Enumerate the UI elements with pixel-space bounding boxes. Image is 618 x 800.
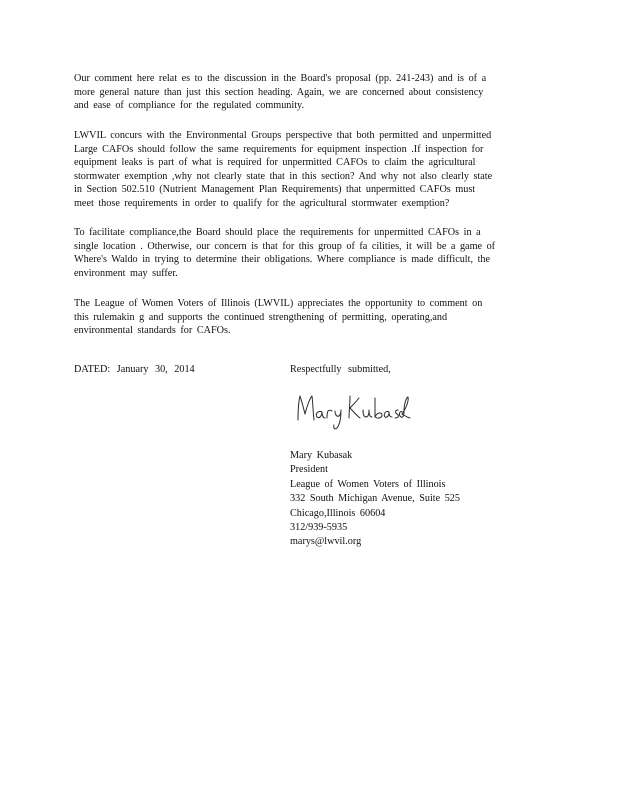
paragraph-line: this rulemakin g and supports the continued strengthening of permitting, operating,and [74, 311, 448, 323]
signer-organization: League of Women Voters of Illinois [290, 478, 446, 490]
paragraph-line: Our comment here relat es to the discussion in the Board's proposal (pp. 241-243) and is of a [74, 73, 487, 84]
paragraph-2 [74, 129, 536, 211]
signer-address-line-1: 332 South Michigan Avenue, Suite 525 [290, 493, 460, 505]
closing-line: Respectfully submitted, [290, 364, 391, 375]
signer-name: Mary Kubasak [290, 450, 353, 461]
dated-line: DATED: January 30, 2014 [74, 364, 195, 375]
paragraph-line: in Section 502.510 (Nutrient Management Plan Requirements) that unpermitted CAFOs must [74, 184, 476, 196]
paragraph-line: single location . Otherwise, our concern is that for this group of fa cilities, it will be a game of [74, 240, 496, 252]
paragraph-line: LWVIL concurs with the Environmental Groups perspective that both permitted and unpermitted [74, 130, 492, 141]
paragraph-line: To facilitate compliance,the Board should place the requirements for unpermitted CAFOs in a [74, 227, 481, 238]
paragraph-line: equipment leaks is part of what is required for unpermitted CAFOs to claim the agricultural [74, 157, 476, 169]
paragraph-line: Where's Waldo in trying to determine their obligations. Where compliance is made difficult, the [74, 254, 491, 266]
paragraph-line: The League of Women Voters of Illinois (LWVIL) appreciates the opportunity to comment on [74, 298, 483, 309]
paragraph-line: and ease of compliance for the regulated community. [74, 100, 305, 112]
signature-block [290, 449, 460, 550]
paragraph-3 [74, 226, 536, 280]
signer-title: President [290, 464, 328, 476]
paragraph-4 [74, 297, 536, 338]
paragraph-line: meet those requirements in order to qualify for the agricultural stormwater exemption? [74, 197, 450, 209]
paragraph-line: stormwater exemption ,why not clearly state that in this section? And why not also clearly state [74, 170, 493, 182]
paragraph-line: environmental standards for CAFOs. [74, 325, 231, 337]
signer-email: marys@lwvil.org [290, 536, 362, 548]
signer-phone: 312/939-5935 [290, 522, 348, 534]
paragraph-1 [74, 72, 536, 113]
paragraph-line: Large CAFOs should follow the same requirements for equipment inspection .If inspection for [74, 143, 484, 155]
paragraph-line: environment may suffer. [74, 267, 178, 279]
signer-address-line-2: Chicago,Illinois 60604 [290, 507, 386, 519]
handwritten-signature [292, 388, 412, 432]
paragraph-line: more general nature than just this section heading. Again, we are concerned about consistency [74, 86, 484, 98]
